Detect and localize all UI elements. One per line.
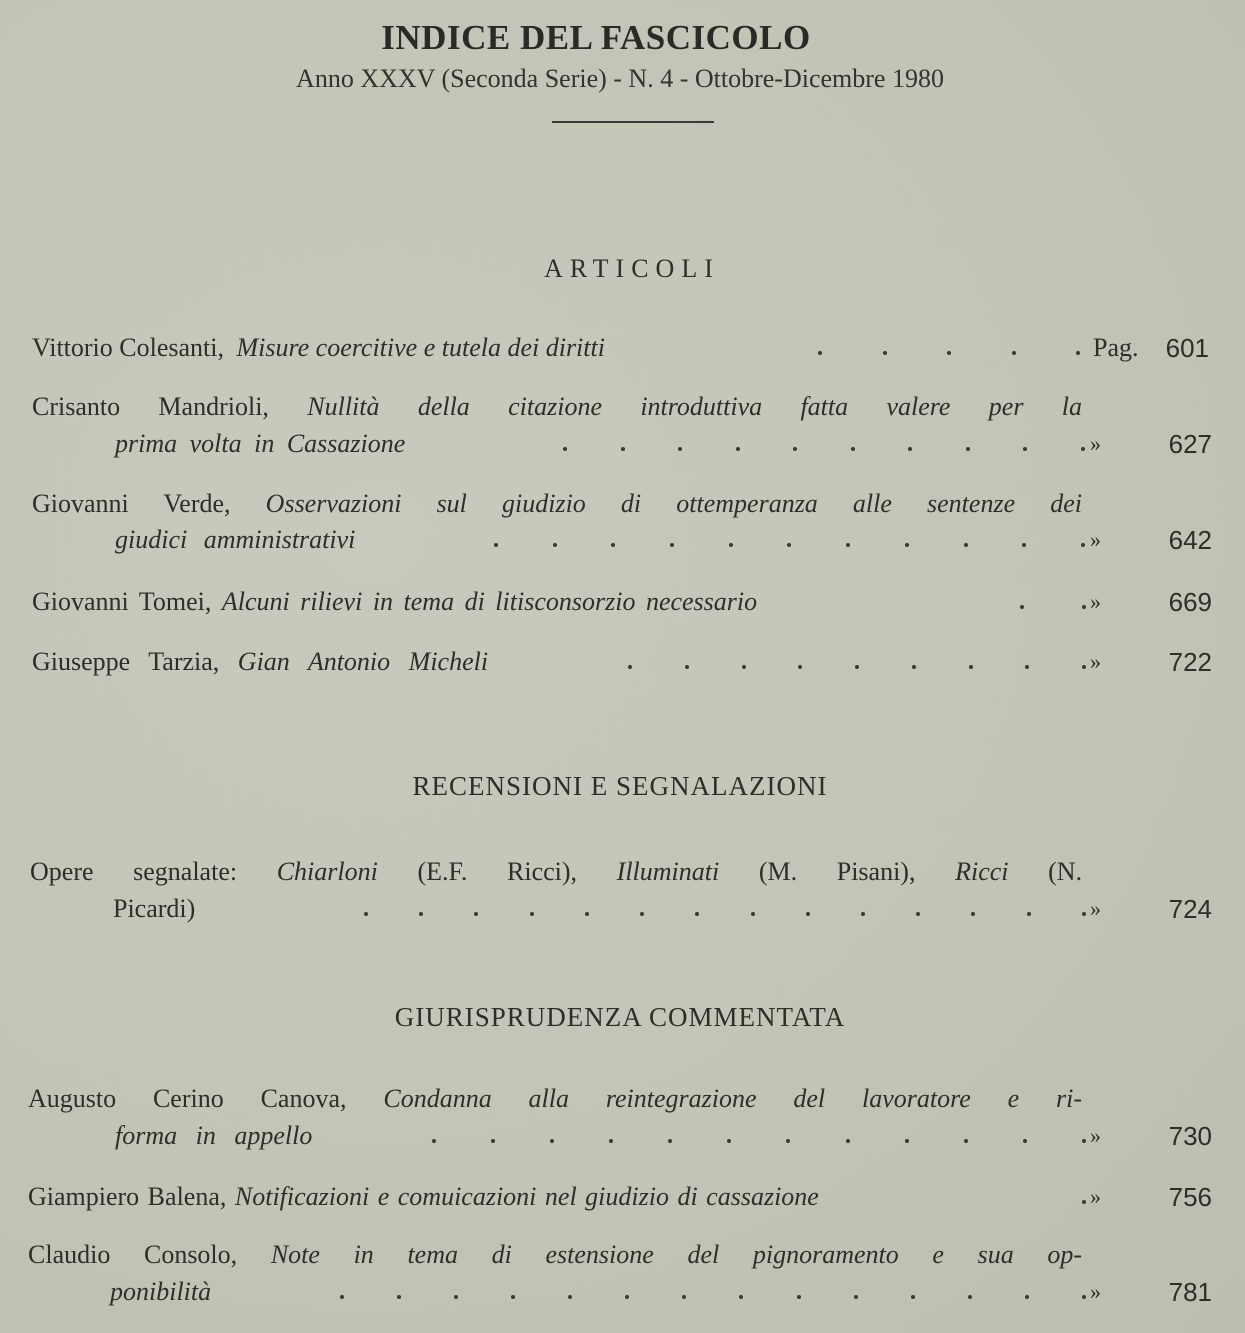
- dot-leader: [340, 1275, 1086, 1309]
- entry-author: Claudio Consolo,: [28, 1240, 238, 1269]
- reviewed-work: Chiarloni: [276, 857, 378, 886]
- dot-leader: [818, 331, 1080, 365]
- entry-title-continued: Picardi): [113, 894, 196, 923]
- entry-title: Alcuni rilievi in tema di litisconsorzio necessario: [221, 587, 758, 616]
- entry-author: Giovanni Tomei,: [32, 587, 212, 616]
- page-marker: »: [1090, 589, 1101, 614]
- entry-line: [32, 331, 605, 365]
- page-number: 669: [1168, 587, 1212, 617]
- page-reference: [1093, 331, 1209, 365]
- page-number: 781: [1168, 1277, 1212, 1307]
- page-reference: [1090, 523, 1212, 557]
- page-number: 601: [1165, 333, 1209, 363]
- page-number: 722: [1168, 647, 1212, 677]
- page-reference: [1090, 585, 1212, 619]
- page-reference: [1090, 1119, 1212, 1153]
- page-marker: »: [1090, 1184, 1101, 1209]
- entry-line: [28, 1082, 1082, 1116]
- dot-leader: [563, 427, 1085, 461]
- entry-line: [32, 487, 1082, 521]
- dot-leader: [628, 645, 1086, 679]
- page-number: 756: [1168, 1182, 1212, 1212]
- page-number: 642: [1168, 525, 1212, 555]
- entry-title-continued: ponibilità: [110, 1277, 212, 1306]
- entry-title: Note in tema di estensione del pignoramento e sua op-: [270, 1240, 1083, 1269]
- reviewer: (E.F. Ricci),: [417, 857, 578, 886]
- page-title: INDICE DEL FASCICOLO: [381, 18, 811, 57]
- entry-title: Osservazioni sul giudizio di ottemperanza alle sentenze dei: [265, 489, 1082, 518]
- entry-line: [32, 585, 757, 619]
- page-marker: »: [1090, 527, 1101, 552]
- page-reference: [1090, 427, 1212, 461]
- page-marker: »: [1090, 1123, 1101, 1148]
- entry-author: Vittorio Colesanti,: [32, 333, 224, 362]
- page-marker: Pag.: [1093, 333, 1139, 362]
- dot-leader: [432, 1119, 1086, 1153]
- entry-line: [30, 855, 1082, 889]
- page-marker: »: [1090, 649, 1101, 674]
- entry-title: Gian Antonio Micheli: [237, 647, 489, 676]
- page-marker: »: [1090, 1279, 1101, 1304]
- title-divider: [552, 121, 714, 123]
- dot-leader: [1082, 1180, 1088, 1214]
- page-marker: »: [1090, 431, 1101, 456]
- entry-line: [32, 645, 488, 679]
- page-marker: »: [1090, 896, 1101, 921]
- section-heading-articoli: ARTICOLI: [544, 254, 720, 283]
- section-heading-recensioni: RECENSIONI E SEGNALAZIONI: [412, 771, 828, 801]
- dot-leader: [494, 523, 1085, 557]
- dot-leader: [364, 892, 1086, 926]
- reviewed-work: Ricci: [955, 857, 1009, 886]
- entry-title-continued: forma in appello: [115, 1121, 313, 1150]
- issue-subtitle: Anno XXXV (Seconda Serie) - N. 4 - Ottobre-Dicembre 1980: [296, 64, 944, 93]
- entry-line: [28, 1180, 819, 1214]
- page-number: 627: [1168, 429, 1212, 459]
- entry-lead: Opere segnalate:: [30, 857, 238, 886]
- entry-line: [28, 1238, 1082, 1272]
- page-reference: [1090, 1180, 1212, 1214]
- page-reference: [1090, 645, 1212, 679]
- entry-line: [32, 390, 1082, 424]
- entry-title: Nullità della citazione introduttiva fatta valere per la: [307, 392, 1082, 421]
- entry-author: Giovanni Verde,: [32, 489, 231, 518]
- entry-author: Augusto Cerino Canova,: [28, 1084, 347, 1113]
- entry-title-continued: prima volta in Cassazione: [115, 429, 406, 458]
- reviewed-work: Illuminati: [616, 857, 720, 886]
- entry-title: Misure coercitive e tutela dei diritti: [236, 333, 605, 362]
- section-heading-giurisprudenza: GIURISPRUDENZA COMMENTATA: [394, 1002, 846, 1032]
- dot-leader: [1020, 585, 1086, 619]
- entry-title-continued: giudici amministrativi: [115, 525, 356, 554]
- entry-author: Giuseppe Tarzia,: [32, 647, 220, 676]
- entry-author: Giampiero Balena,: [28, 1182, 227, 1211]
- page-number: 724: [1168, 894, 1212, 924]
- reviewer: (M. Pisani),: [758, 857, 916, 886]
- entry-title: Notificazioni e comuicazioni nel giudizio di cassazione: [234, 1182, 819, 1211]
- reviewer: (N.: [1048, 857, 1083, 886]
- page-reference: [1090, 892, 1212, 926]
- page-number: 730: [1168, 1121, 1212, 1151]
- entry-title: Condanna alla reintegrazione del lavoratore e ri-: [383, 1084, 1083, 1113]
- page-reference: [1090, 1275, 1212, 1309]
- entry-author: Crisanto Mandrioli,: [32, 392, 269, 421]
